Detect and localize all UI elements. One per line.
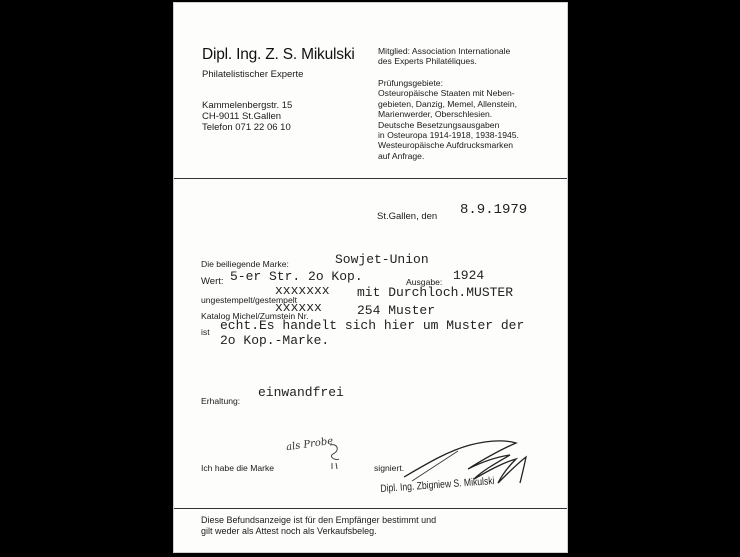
place-label: St.Gallen, den — [377, 211, 438, 222]
footer-note — [201, 515, 436, 537]
address-city: CH-9011 St.Gallen — [202, 111, 282, 122]
area-line: Westeuropäische Aufdrucksmarken — [378, 140, 514, 151]
condition-value: mit Durchloch.MUSTER — [357, 285, 514, 300]
area-line: auf Anfrage. — [378, 150, 425, 161]
certificate-card — [173, 2, 568, 553]
issue-value: 1924 — [453, 268, 485, 283]
expert-name: Dipl. Ing. Z. S. Mikulski — [202, 46, 355, 63]
expert-address — [202, 100, 292, 133]
erhaltung-label: Erhaltung: — [201, 396, 241, 406]
erhaltung-value: einwandfrei — [258, 385, 344, 400]
footer-line: gilt weder als Attest noch als Verkaufsbeleg. — [201, 526, 377, 536]
area-line: in Osteuropa 1914-1918, 1938-1945. — [378, 130, 519, 141]
result-line: echt.Es handelt sich hier um Muster der — [220, 318, 525, 333]
footer-line: Diese Befundsanzeige ist für den Empfänger bestimmt und — [201, 515, 437, 525]
condition-strike: xxxxxxx — [275, 283, 330, 298]
examination-areas — [378, 78, 519, 161]
handwritten-note: als Probe — [285, 435, 334, 454]
membership-line: des Experts Philatéliques. — [378, 56, 477, 67]
area-line: gebieten, Danzig, Memel, Allenstein, — [378, 98, 518, 109]
footer-divider — [174, 508, 567, 509]
catalog-value: 254 Muster — [357, 303, 436, 318]
stamp-value: Sowjet-Union — [335, 252, 429, 267]
areas-title: Prüfungsgebiete: — [378, 78, 443, 88]
catalog-strike: xxxxxx — [275, 300, 322, 315]
statement-label: Ich habe die Marke — [201, 463, 275, 473]
area-line: Deutsche Besetzungsausgaben — [378, 119, 500, 130]
condition-label: ungestempelt/gestempelt — [201, 295, 298, 305]
issue-label: Ausgabe: — [406, 277, 443, 287]
expert-subtitle: Philatelistischer Experte — [202, 69, 304, 80]
address-street: Kammelenbergstr. 15 — [202, 100, 293, 111]
address-phone: Telefon 071 22 06 10 — [202, 122, 291, 133]
header-divider — [174, 178, 567, 179]
value-value: 5-er Str. 2o Kop. — [230, 269, 363, 284]
stamp-label: Die beiliegende Marke: — [201, 259, 289, 269]
signature-name: Dipl. Ing. Zbigniew S. Mikulski — [380, 475, 495, 495]
result-text — [220, 318, 524, 348]
stamp-mark-icon — [324, 441, 346, 471]
membership — [378, 46, 510, 67]
area-line: Marienwerder, Oberschlesien. — [378, 109, 493, 120]
area-line: Osteuropäische Staaten mit Neben- — [378, 88, 515, 99]
membership-line: Mitglied: Association Internationale — [378, 46, 511, 56]
signed-label: signiert. — [374, 463, 405, 473]
result-line: 2o Kop.-Marke. — [220, 333, 330, 348]
catalog-label: Katalog Michel/Zumstein Nr. — [201, 311, 309, 321]
value-label: Wert: — [201, 276, 224, 287]
certificate-date: 8.9.1979 — [460, 202, 528, 218]
ist-label: ist — [201, 327, 210, 337]
